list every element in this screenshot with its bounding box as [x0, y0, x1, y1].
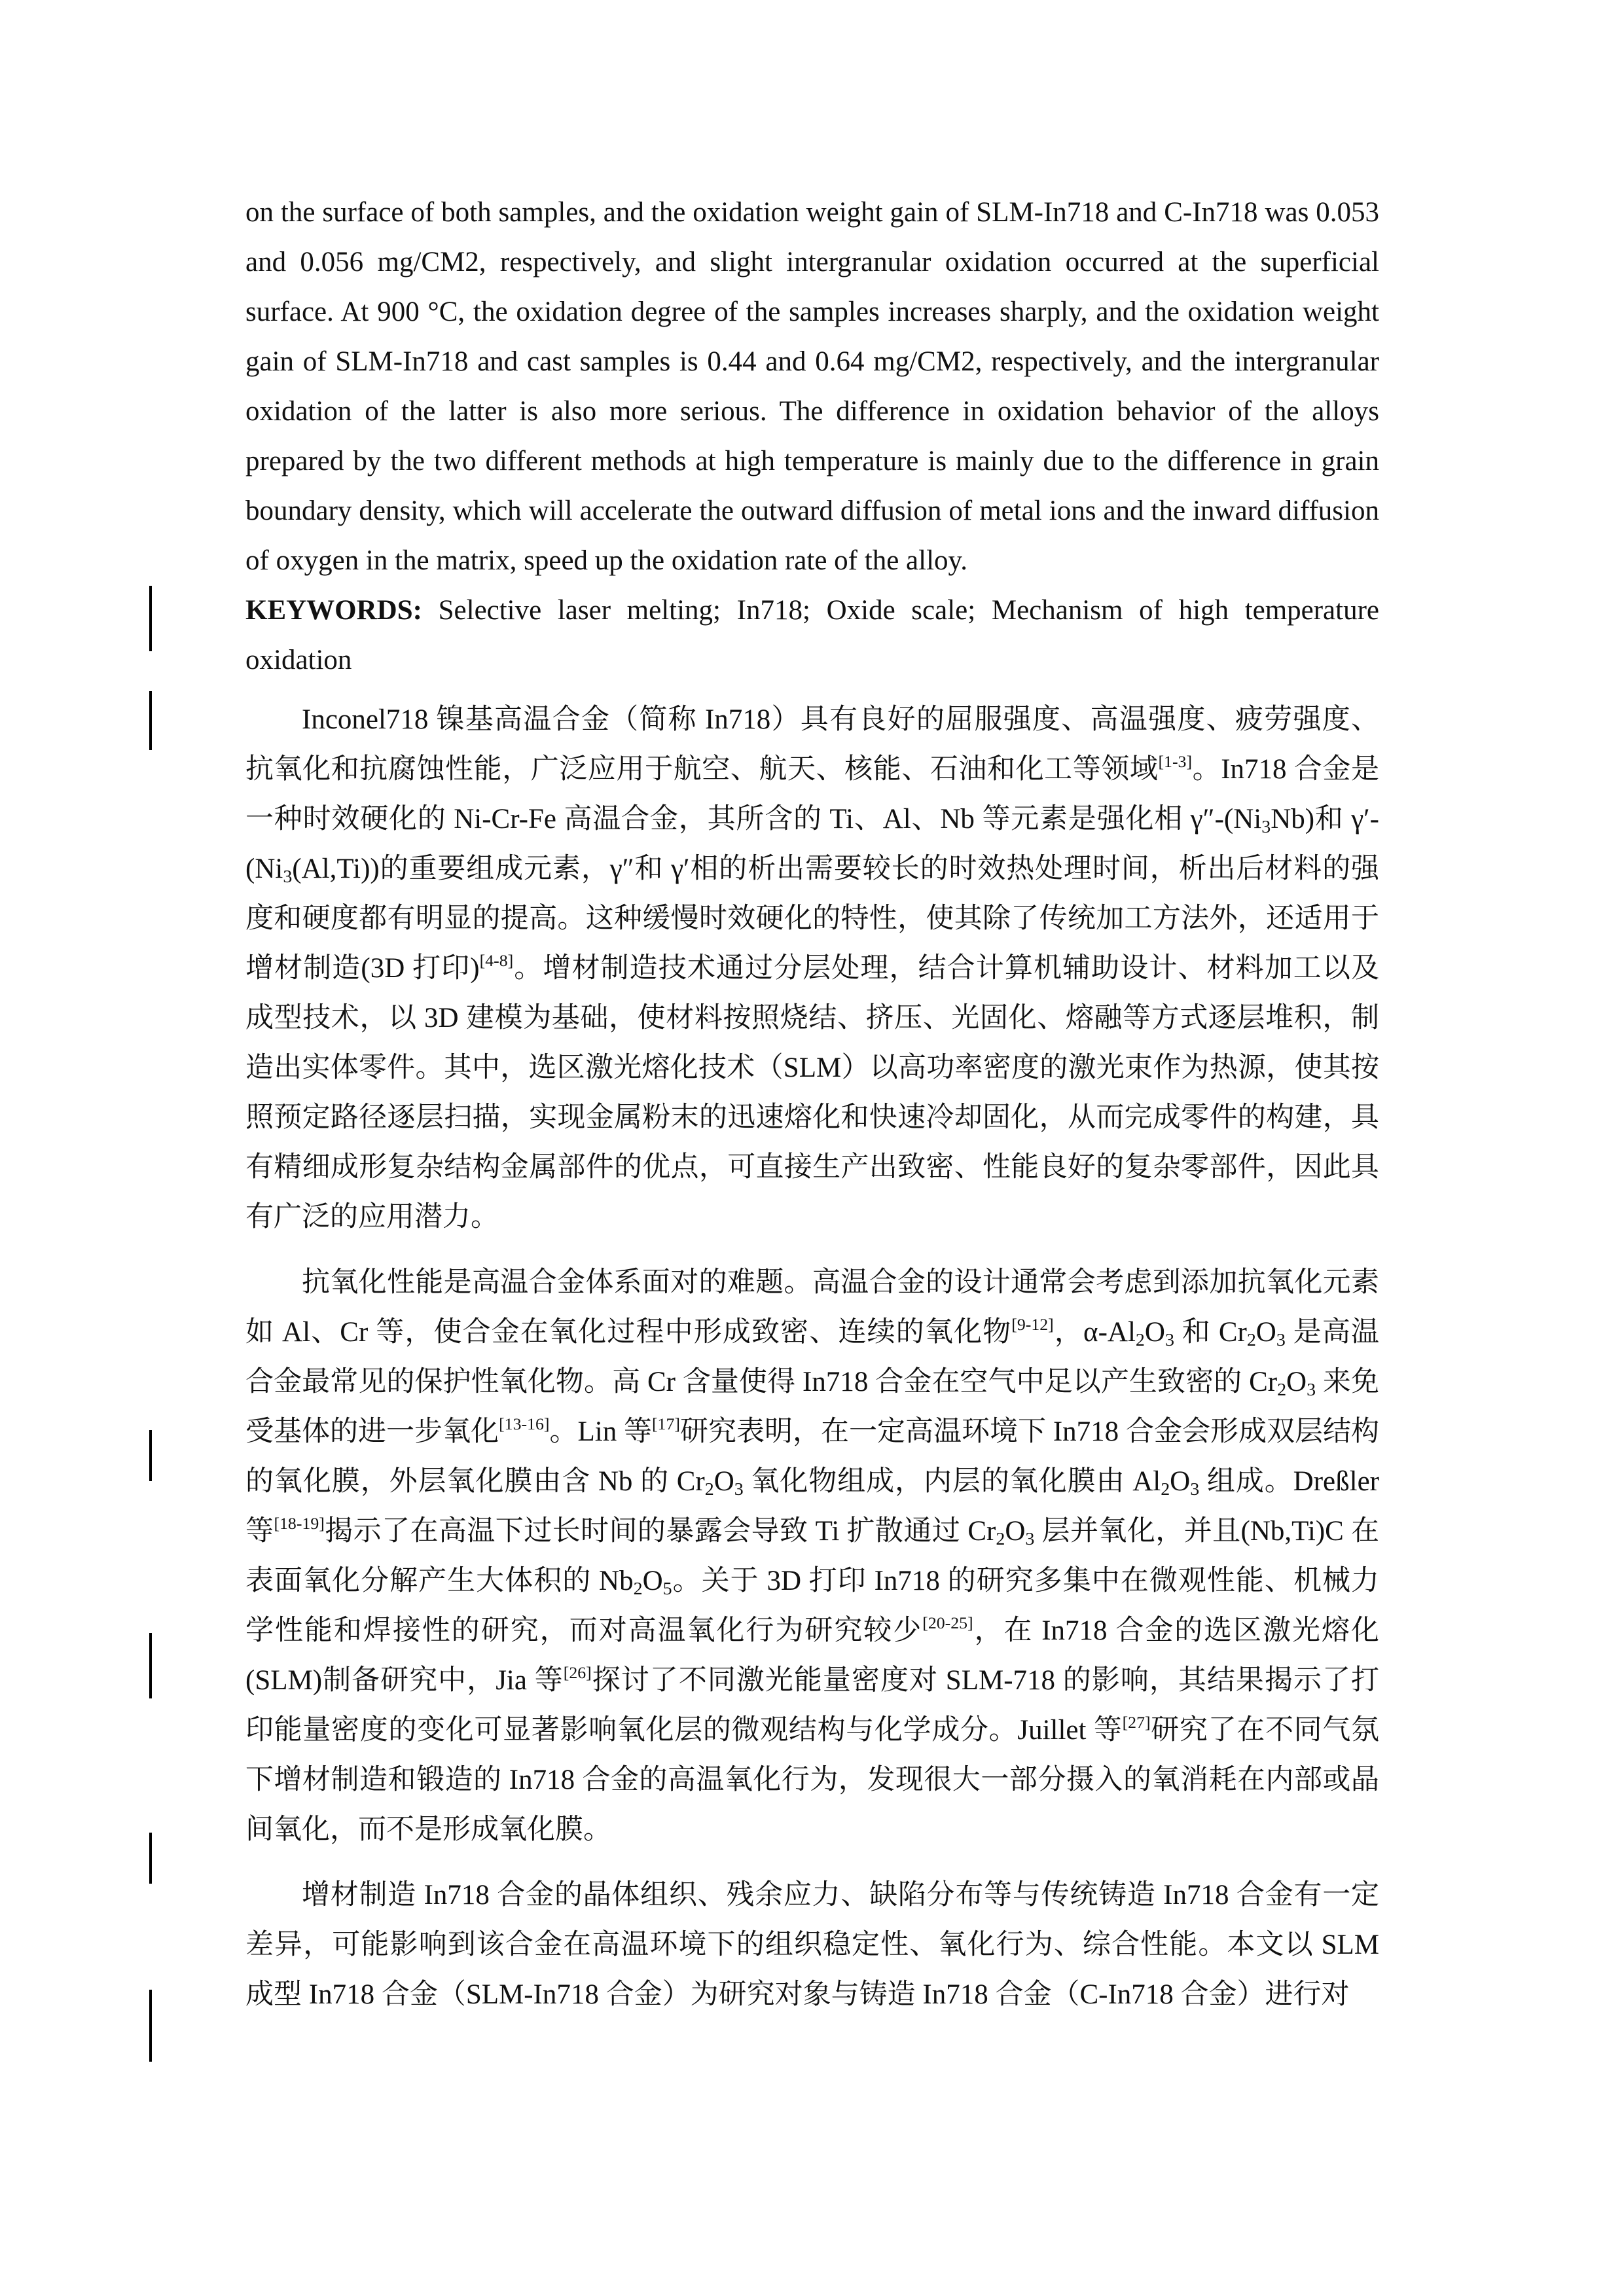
text-run: O	[1255, 1317, 1276, 1348]
change-bar	[149, 1990, 152, 2062]
citation: [17]	[651, 1414, 680, 1434]
citation: [9-12]	[1011, 1315, 1054, 1335]
text-run: 组成。Dreßler 等	[245, 1466, 1379, 1547]
keywords-text: Selective laser melting; In718; Oxide scale; Mechanism of high temperature oxidation	[245, 595, 1379, 675]
text-run: 研究了在不同气氛下增材制造和锻造的 In718 合金的高温氧化行为，发现很大一部分摄入的氧消耗在内部或晶间氧化，而不是形成氧化膜。	[245, 1715, 1380, 1845]
change-bar	[149, 1430, 152, 1481]
text-run: Nb)和 γ′-(Ni	[245, 804, 1379, 884]
text-run: 抗氧化性能是高温合金体系面对的难题。高温合金的设计通常会考虑到添加抗氧化元素如 Al、Cr 等，使合金在氧化过程中形成致密、连续的氧化物	[245, 1267, 1379, 1348]
text-run: 。增材制造技术通过分层处理，结合计算机辅助设计、材料加工以及成型技术，以 3D 建模为基础，使材料按照烧结、挤压、光固化、熔融等方式逐层堆积，制造出实体零件。其中，选区激光熔化技术（SLM）以高功率密度的激光束作为热源，使其按照预定路径逐层扫描，实现金属粉末的迅速熔化和快速冷却固化，从而完成零件的构建，具有精细成形复杂结构金属部件的优点，可直接生产出致密、性能良好的复杂零部件，因此具有广泛的应用潜力。	[245, 953, 1379, 1232]
citation: [18-19]	[274, 1514, 325, 1534]
subscript: 2	[1277, 1379, 1287, 1400]
text-run: 探讨了不同激光能量密度对 SLM-718 的影响，其结果揭示了打印能量密度的变化可显著影响氧化层的微观结构与化学成分。Juillet 等	[245, 1665, 1380, 1746]
text-run: O	[642, 1566, 663, 1596]
text-run: 。In718 合金是一种时效硬化的 Ni-Cr-Fe 高温合金，其所含的 Ti、Al、Nb 等元素是强化相 γ″-(Ni	[245, 754, 1380, 834]
text-run: O	[1286, 1367, 1307, 1397]
citation: [20-25]	[922, 1613, 973, 1633]
citation: [26]	[563, 1663, 592, 1683]
citation: [1-3]	[1158, 752, 1193, 772]
subscript: 3	[283, 866, 293, 887]
text-run: 层并氧化，并且(Nb,Ti)C 在表面氧化分解产生大体积的 Nb	[245, 1516, 1380, 1596]
keywords-paragraph	[245, 586, 1379, 685]
subscript: 2	[996, 1528, 1005, 1549]
change-bar	[149, 1833, 152, 1884]
body-paragraph-1	[245, 695, 1379, 1242]
text-run: O	[1005, 1516, 1026, 1547]
text-run: 。关于 3D 打印 In718 的研究多集中在微观性能、机械力学性能和焊接性的研究，而对高温氧化行为研究较少	[245, 1566, 1379, 1646]
text-run: ，在 In718 合金的选区激光熔化(SLM)制备研究中，Jia 等	[245, 1615, 1379, 1696]
subscript: 3	[1276, 1329, 1286, 1350]
text-run: 和 Cr	[1174, 1317, 1247, 1348]
subscript: 3	[1025, 1528, 1035, 1549]
text-run: 研究表明，在一定高温环境下 In718 合金会形成双层结构的氧化膜，外层氧化膜由含 Nb 的 Cr	[245, 1416, 1379, 1497]
subscript: 2	[1135, 1329, 1145, 1350]
abstract-paragraph: on the surface of both samples, and the oxidation weight gain of SLM-In718 and C-In718 was 0.053 and 0.056 mg/CM2, respectively, and slight intergranular oxidation occurred at the superficial surface. At 900 °C, the oxidation degree of the samples increases sharply, and the oxidation weight gain of SLM-In718 and cast samples is 0.44 and 0.64 mg/CM2, respectively, and the intergranular oxidation of the latter is also more serious. The difference in oxidation behavior of the alloys prepared by the two different methods at high temperature is mainly due to the difference in grain boundary density, which will accelerate the outward diffusion of metal ions and the inward diffusion of oxygen in the matrix, speed up the oxidation rate of the alloy.	[245, 197, 1379, 576]
subscript: 2	[1161, 1479, 1170, 1499]
text-run: 。Lin 等	[549, 1416, 652, 1447]
body-paragraph-2	[245, 1258, 1379, 1855]
citation: [4-8]	[479, 951, 514, 971]
subscript: 3	[734, 1479, 744, 1499]
subscript: 5	[662, 1578, 672, 1599]
text-run: 揭示了在高温下过长时间的暴露会导致 Ti 扩散通过 Cr	[324, 1516, 996, 1547]
text-run: O	[713, 1466, 734, 1497]
text-run: O	[1144, 1317, 1165, 1348]
body-paragraph-3	[245, 1871, 1379, 2020]
change-bar	[149, 691, 152, 750]
change-bar	[149, 1633, 152, 1698]
text-run: (Al,Ti))的重要组成元素，γ″和 γ′相的析出需要较长的时效热处理时间，析出后材料的强度和硬度都有明显的提高。这种缓慢时效硬化的特性，使其除了传统加工方法外，还适用于增材制造(3D 打印)	[245, 853, 1379, 984]
citation: [27]	[1122, 1713, 1151, 1732]
subscript: 2	[1246, 1329, 1256, 1350]
text-run: 是高温合金最常见的保护性氧化物。高 Cr 含量使得 In718 合金在空气中足以产生致密的 Cr	[245, 1317, 1379, 1397]
abstract-section	[245, 188, 1379, 685]
body-section	[245, 695, 1379, 2020]
text-run: ，α-Al	[1053, 1317, 1136, 1348]
subscript: 3	[1190, 1479, 1200, 1499]
text-run: Inconel718 镍基高温合金（简称 In718）具有良好的屈服强度、高温强度、疲劳强度、抗氧化和抗腐蚀性能，广泛应用于航空、航天、核能、石油和化工等领域	[245, 704, 1379, 785]
subscript: 2	[704, 1479, 714, 1499]
citation: [13-16]	[499, 1414, 550, 1434]
change-bar	[149, 586, 152, 651]
text-run: 来免受基体的进一步氧化	[245, 1367, 1379, 1447]
subscript: 3	[1261, 816, 1271, 837]
subscript: 3	[1307, 1379, 1316, 1400]
text-run: 增材制造 In718 合金的晶体组织、残余应力、缺陷分布等与传统铸造 In718 合金有一定差异，可能影响到该合金在高温环境下的组织稳定性、氧化行为、综合性能。本文以 SLM 成型 In718 合金（SLM-In718 合金）为研究对象与铸造 In718 合金（C-In718 合金）进行对	[245, 1880, 1379, 2010]
text-run: 氧化物组成，内层的氧化膜由 Al	[743, 1466, 1161, 1497]
text-run: O	[1170, 1466, 1191, 1497]
subscript: 3	[1164, 1329, 1174, 1350]
subscript: 2	[633, 1578, 643, 1599]
keywords-label: KEYWORDS:	[245, 595, 422, 626]
